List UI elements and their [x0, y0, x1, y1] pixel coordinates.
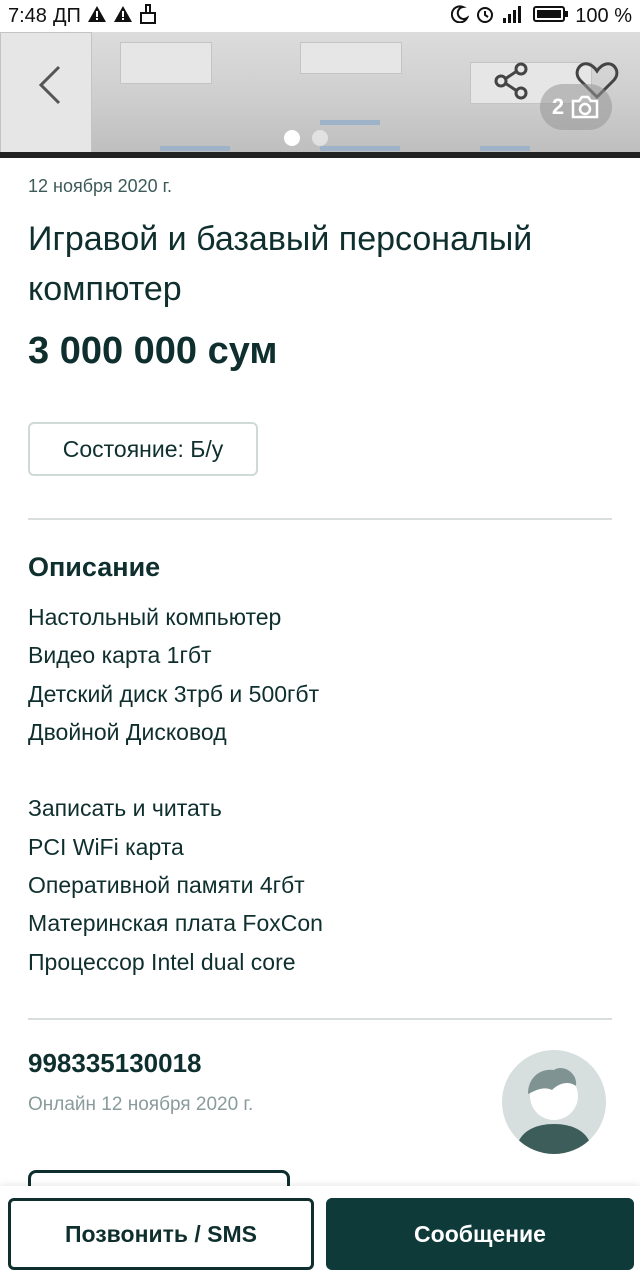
cleaner-icon	[139, 4, 157, 29]
share-button[interactable]	[490, 60, 532, 102]
gallery-dot-active[interactable]	[284, 130, 300, 146]
message-label: Сообщение	[414, 1220, 546, 1247]
description-line: Материнская плата FoxCon	[28, 910, 323, 937]
clock: 7:48	[8, 5, 47, 27]
listing-title: Игравой и базавый персоналый компютер	[28, 220, 533, 308]
gallery-dot[interactable]	[312, 130, 328, 146]
alarm-icon	[475, 4, 495, 29]
description-line: Оперативной памяти 4гбт	[28, 872, 305, 899]
warning-icon	[87, 5, 107, 28]
description-line: Детский диск 3трб и 500гбт	[28, 680, 320, 707]
condition-chip	[28, 422, 258, 476]
battery-level: 100 %	[575, 5, 632, 27]
moon-icon	[451, 5, 469, 28]
call-sms-button[interactable]	[8, 1198, 314, 1270]
description-line	[28, 751, 612, 789]
photo-panel	[300, 42, 402, 74]
listing-price: 3 000 000 сум	[28, 330, 278, 372]
camera-icon	[570, 94, 600, 120]
photo-edge	[0, 152, 640, 158]
description-line: Настольный компьютер	[28, 604, 282, 630]
description-line: Видео карта 1гбт	[28, 642, 212, 669]
status-bar	[0, 0, 640, 32]
user-avatar-icon	[502, 1050, 606, 1154]
avatar[interactable]	[502, 1050, 606, 1154]
photo-bar	[160, 146, 230, 151]
seller-name[interactable]: 998335130018	[28, 1048, 202, 1078]
battery-icon	[533, 5, 569, 28]
listing-date: 12 ноября 2020 г.	[28, 176, 172, 196]
divider	[28, 518, 612, 520]
message-button[interactable]	[326, 1198, 634, 1270]
photo-count-badge[interactable]	[540, 84, 612, 130]
description-heading: Описание	[28, 552, 161, 582]
warning-icon	[113, 5, 133, 28]
share-icon	[491, 61, 531, 101]
photo-bar	[480, 146, 530, 151]
divider	[28, 1018, 612, 1020]
description-line: Записать и читать	[28, 795, 222, 822]
gallery-dots	[284, 130, 328, 146]
description-line: Процессор Intel dual core	[28, 948, 296, 975]
photo-panel	[120, 42, 212, 84]
call-sms-label: Позвонить / SMS	[64, 1220, 258, 1247]
photo-count: 2	[551, 94, 565, 119]
chevron-left-icon	[37, 65, 63, 105]
signal-icon	[501, 4, 527, 29]
condition-label: Состояние: Б/у	[62, 435, 224, 462]
seller-online-status: Онлайн 12 ноября 2020 г.	[28, 1094, 254, 1115]
description-line: PCI WiFi карта	[28, 833, 184, 860]
back-button[interactable]	[30, 60, 70, 110]
photo-bar	[320, 120, 380, 125]
description-line: Двойной Дисковод	[28, 718, 227, 745]
description-text	[28, 598, 612, 981]
photo-bar	[320, 146, 400, 151]
carrier-label: ДП	[52, 5, 81, 27]
